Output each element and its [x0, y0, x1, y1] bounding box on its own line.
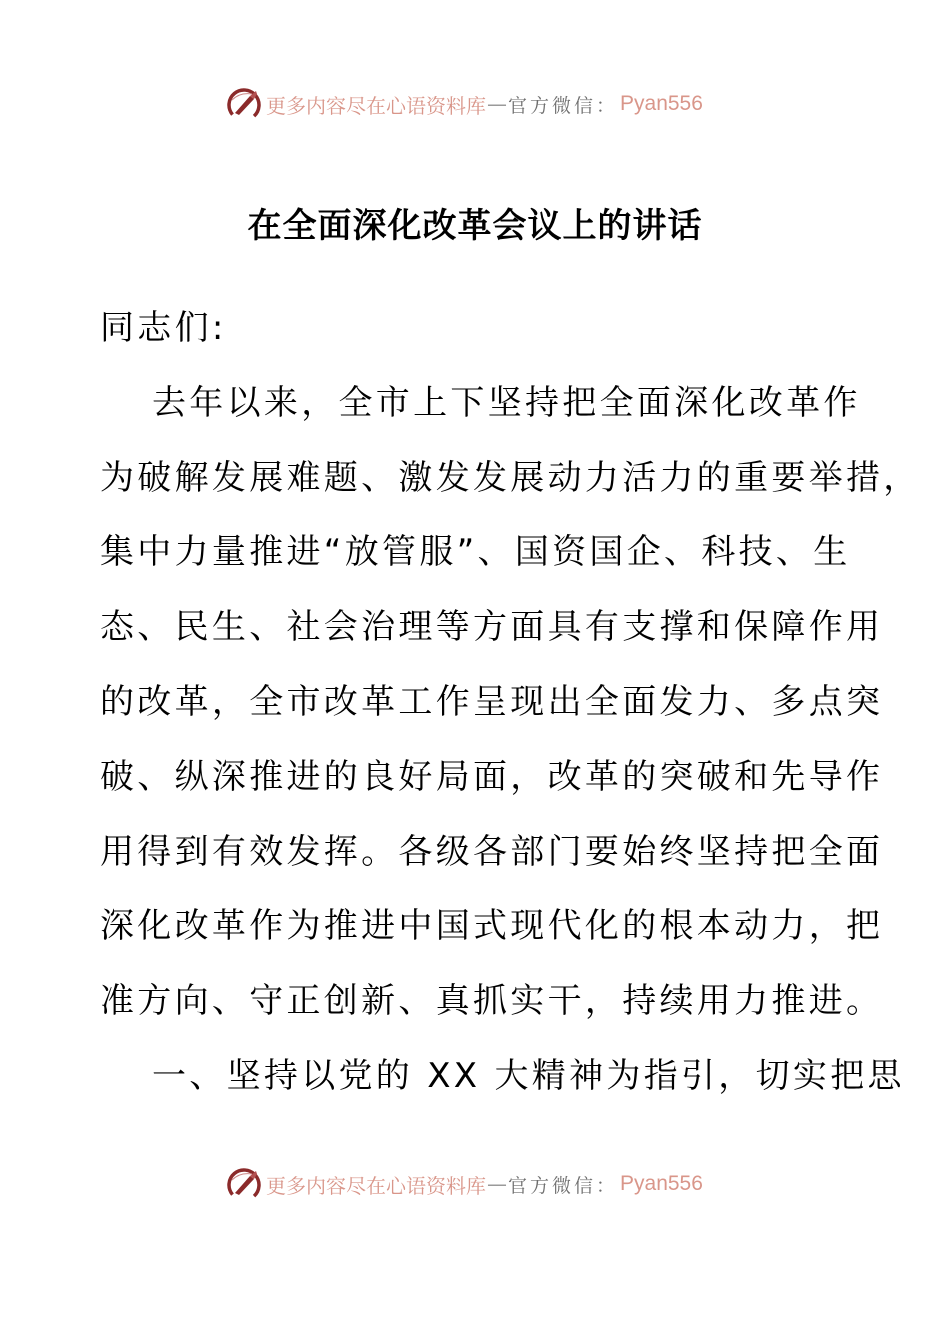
- paragraph-line: 去年以来，全市上下坚持把全面深化改革作: [152, 382, 861, 423]
- paragraph-line: 的改革，全市改革工作呈现出全面发力、多点突: [100, 681, 884, 722]
- quill-pen-logo-icon: [226, 86, 262, 122]
- document-title: 在全面深化改革会议上的讲话: [247, 206, 703, 246]
- wechat-label: 官方微信：: [508, 1174, 619, 1197]
- salutation: 同志们:: [100, 308, 227, 348]
- paragraph-line: 态、民生、社会治理等方面具有支撑和保障作用: [100, 607, 884, 648]
- separator-dash: —: [487, 1172, 507, 1196]
- paragraph-line: 深化改革作为推进中国式现代化的根本动力，把: [100, 906, 884, 947]
- promo-text: 更多内容尽在心语资料库: [266, 1173, 486, 1198]
- watermark-banner-top: [226, 84, 703, 124]
- section-heading-line: 一、坚持以党的 XX 大精神为指引，切实把思: [152, 1055, 905, 1096]
- document-body: [100, 300, 921, 1123]
- paragraph-line: 集中力量推进“放管服”、国资国企、科技、生: [100, 532, 851, 573]
- wechat-id: Pyan556: [620, 1172, 703, 1195]
- promo-text: 更多内容尽在心语资料库: [266, 93, 486, 118]
- paragraph-line: 为破解发展难题、激发发展动力活力的重要举措，: [100, 457, 921, 498]
- wechat-id: Pyan556: [620, 92, 703, 115]
- paragraph-line: 准方向、守正创新、真抓实干，持续用力推进。: [100, 981, 884, 1022]
- wechat-label: 官方微信：: [508, 94, 619, 117]
- paragraph-line: 用得到有效发挥。各级各部门要始终坚持把全面: [100, 831, 884, 872]
- separator-dash: —: [487, 92, 507, 116]
- quill-pen-logo-icon: [226, 1166, 262, 1202]
- watermark-banner-bottom: [226, 1164, 703, 1204]
- paragraph-line: 破、纵深推进的良好局面，改革的突破和先导作: [100, 756, 884, 797]
